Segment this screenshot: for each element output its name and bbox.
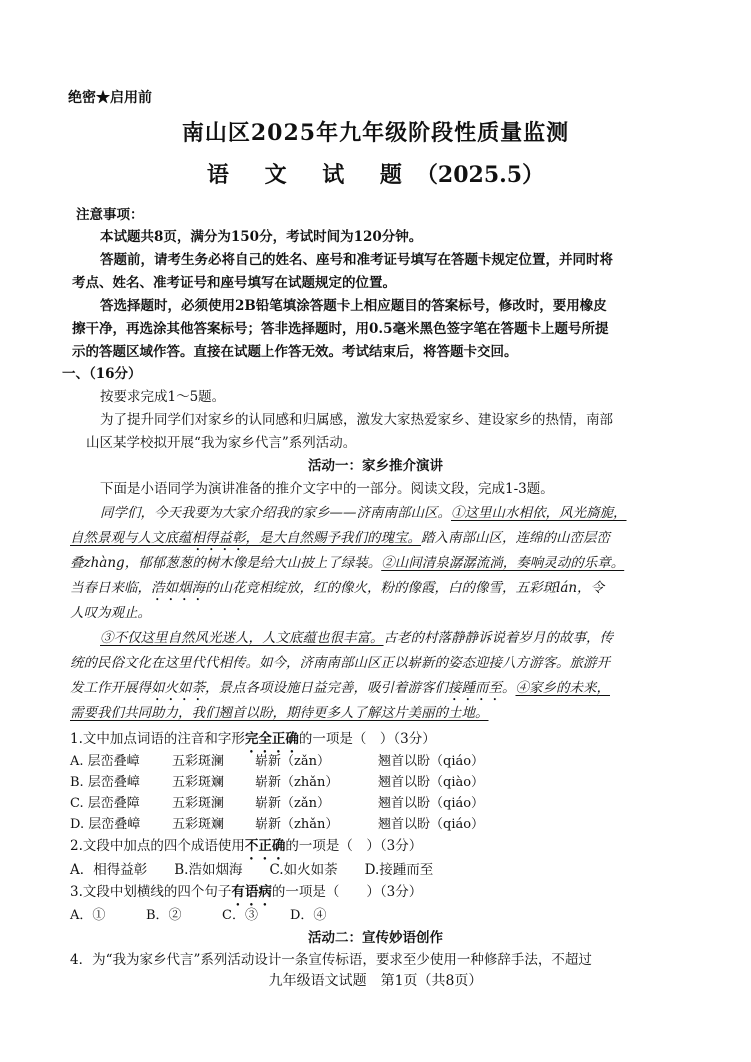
q3-stem-a: 3.文段中划横线的四个句子 xyxy=(70,884,232,900)
sentence-4-cont: 需要我们共同助力，我们 xyxy=(70,705,219,721)
sentence-1-cont: 自然景观与人文底蕴 xyxy=(70,530,192,546)
q1-stem-c: 的一项是（ ）（3分） xyxy=(298,731,436,747)
passage-text: 的山花竞相绽放，红的像火，粉的像霞，白的像雪，五彩斑lán，令 xyxy=(205,580,605,596)
passage-line-2 xyxy=(70,526,610,554)
passage-line-8 xyxy=(70,676,610,704)
activity2-heading: 活动二：宣传妙语创作 xyxy=(308,930,443,946)
exam-date: （2025.5） xyxy=(415,162,545,188)
passage-line-6 xyxy=(100,626,613,646)
q2-stem-c: 的一项是（ ）（3分） xyxy=(285,838,423,854)
q3-option-a: A．① xyxy=(70,908,106,923)
idiom-ruhuo: 如火如荼 xyxy=(151,680,205,696)
notice-p2a: 答题前，请考生务必将自己的姓名、座号和准考证号填写在答题卡规定位置，并同时将 xyxy=(100,252,613,268)
q1-option-a-2: 五彩斑澜 xyxy=(172,754,225,769)
passage-text: 叠zhàng，郁郁葱葱的树木像是给大山披上了绿装。 xyxy=(70,555,382,571)
sentence-3: ③不仅这里自然风光迷人，人文底蕴也很丰富。 xyxy=(100,630,384,646)
passage-text: ，景点各项设施日益完善，吸引着游客们 xyxy=(205,680,448,696)
q3-keyword: 有语病 xyxy=(231,884,272,900)
notice-p3b: 擦干净，再选涂其他答案标号；答非选择题时，用0.5毫米黑色签字笔在答题卡上题号所提 xyxy=(72,321,609,337)
q1-option-b-2: 五彩斑斓 xyxy=(172,775,225,790)
passage-line-9 xyxy=(70,701,489,721)
section1-intro1: 按要求完成1～5题。 xyxy=(100,389,226,405)
q3-option-c: C．③ xyxy=(222,908,258,923)
q1-option-a-4: 翘首以盼（qiáo） xyxy=(378,754,485,769)
q1-option-b-3: 崭新（zhǎn） xyxy=(255,775,339,790)
notice-heading: 注意事项： xyxy=(76,207,144,223)
passage-text: 同学们，今天我要为大家介绍我的家乡——济南南部山区。 xyxy=(100,505,451,521)
section1-intro2a: 为了提升同学们对家乡的认同感和归属感，激发大家热爱家乡、建设家乡的热情，南部 xyxy=(100,412,613,428)
confidential-label: 绝密★启用前 xyxy=(68,90,152,106)
notice-p3a: 答选择题时，必须使用2B铅笔填涂答题卡上相应题目的答案标号，修改时，要用橡皮 xyxy=(100,298,607,314)
section1-intro2b: 山区某学校拟开展“我为家乡代言”系列活动。 xyxy=(86,435,357,451)
q1-option-c-4: 翘首以盼（qiáo） xyxy=(378,796,485,811)
q1-option-c-1: C. 层峦叠障 xyxy=(70,796,140,811)
q2-keyword: 不正确 xyxy=(244,838,286,854)
idiom-haoru: 浩如烟海 xyxy=(151,580,205,596)
idiom-xiangde: 相得益彰 xyxy=(191,530,246,546)
activity1-intro: 下面是小语同学为演讲准备的推介文字中的一部分。阅读文段，完成1-3题。 xyxy=(100,481,554,497)
q3-stem-c: 的一项是（ ）（3分） xyxy=(271,884,423,900)
sentence-2: ②山间清泉潺潺流淌，奏响灵动的乐章。 xyxy=(381,555,625,571)
q1-option-a-1: A. 层峦叠嶂 xyxy=(70,754,140,769)
q1-option-a-3: 崭新（zǎn） xyxy=(255,754,330,769)
passage-text: 当春日来临， xyxy=(70,580,151,596)
q1-option-b-4: 翘首以盼（qiào） xyxy=(378,775,485,790)
passage-line-3 xyxy=(70,551,624,571)
sentence-4-end: ，期待更多人了解这片美丽的土地。 xyxy=(272,705,489,721)
activity1-heading: 活动一：家乡推介演讲 xyxy=(308,458,443,474)
q2-options: A．相得益彰 B.浩如烟海 C.如火如荼 D.接踵而至 xyxy=(70,862,434,878)
q2-stem-a: 2.文段中加点的四个成语使用 xyxy=(70,838,245,854)
q1-option-d-1: D. 层峦叠嶂 xyxy=(70,817,141,832)
q1-option-d-3: 崭新（zhǎn） xyxy=(255,817,339,832)
passage-line-5: 人叹为观止。 xyxy=(70,605,151,621)
q1-keyword: 完全正确 xyxy=(244,731,299,747)
passage-text: 古老的村落静静诉说着岁月的故事，传 xyxy=(383,630,613,646)
section1-heading: 一、（16分） xyxy=(62,366,142,382)
passage-text: 。 xyxy=(502,680,516,696)
q1-option-d-2: 五彩斑斓 xyxy=(172,817,225,832)
phrase-qiaoshou: 翘首以盼 xyxy=(218,705,273,721)
q1-stem-a: 1.文中加点词语的注音和字形 xyxy=(70,731,245,747)
passage-line-4 xyxy=(70,576,604,604)
notice-p1: 本试题共8页，满分为150分，考试时间为120分钟。 xyxy=(100,229,423,245)
passage-line-7: 统的民俗文化在这里代代相传。如今，济南南部山区正以崭新的姿态迎接八方游客。旅游开 xyxy=(70,655,610,671)
q1-option-c-2: 五彩斑澜 xyxy=(172,796,225,811)
q3-option-b: B．② xyxy=(146,908,182,923)
q1-option-c-3: 崭新（zǎn） xyxy=(255,796,330,811)
notice-p3c: 示的答题区域作答。直接在试题上作答无效。考试结束后，将答题卡交回。 xyxy=(72,344,518,360)
page-footer: 九年级语文试题 第1页（共8页） xyxy=(268,973,483,989)
sentence-4: ④家乡的未来， xyxy=(515,680,610,696)
passage-text: 发工作开展得 xyxy=(70,680,151,696)
sentence-1: ①这里山水相依，风光旖旎， xyxy=(451,505,627,521)
notice-p2b: 考点、姓名、准考证号和座号填写在试题规定的位置。 xyxy=(72,275,396,291)
q1-option-d-4: 翘首以盼（qiáo） xyxy=(378,817,485,832)
q4-stem: 4．为“我为家乡代言”系列活动设计一条宣传标语，要求至少使用一种修辞手法，不超过 xyxy=(70,952,592,968)
q1-option-b-1: B. 层峦叠嶂 xyxy=(70,775,140,790)
sentence-1-end: ，是大自然赐予我们的瑰宝。 xyxy=(245,530,421,546)
exam-title: 南山区2025年九年级阶段性质量监测 xyxy=(181,120,570,146)
q3-option-d: D．④ xyxy=(290,908,327,923)
subject-title: 语 文 试 题 xyxy=(206,162,416,188)
passage-text: 踏入南部山区，连绵的山峦层峦 xyxy=(421,530,610,546)
exam-subtitle xyxy=(0,158,751,189)
passage-line-1 xyxy=(100,501,627,521)
idiom-jiezhong: 接踵而至 xyxy=(448,680,502,696)
